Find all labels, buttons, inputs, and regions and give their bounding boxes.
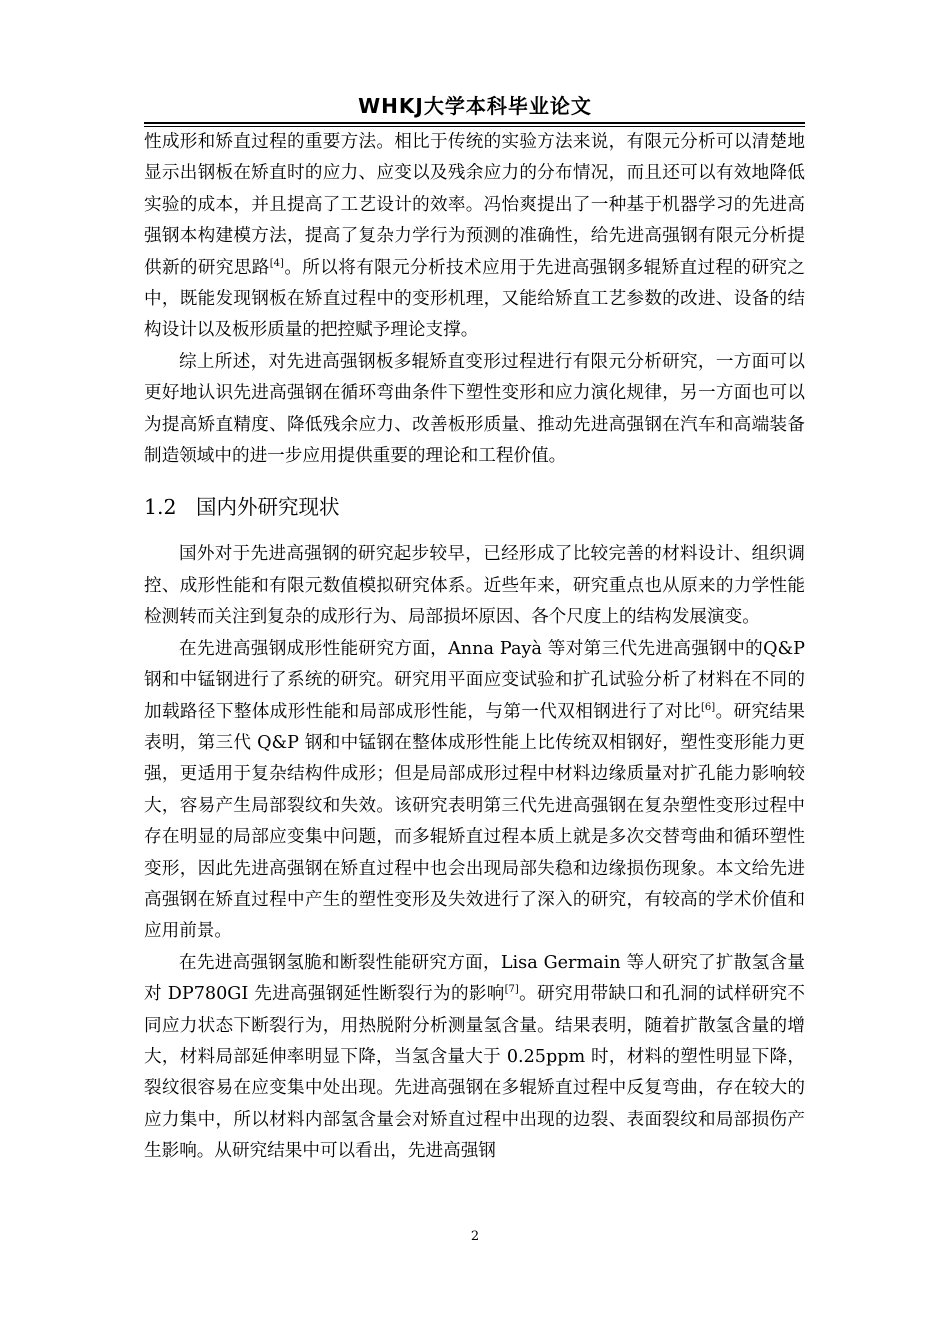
section-number: 1.2 [144, 495, 177, 520]
section-heading [144, 491, 805, 523]
paragraph-text: 性成形和矫直过程的重要方法。相比于传统的实验方法来说，有限元分析可以清楚地显示出钢板在矫直时的应力、应变以及残余应力的分布情况，而且还可以有效地降低实验的成本，并且提高了工艺设计的效率。冯怡爽提出了一种基于机器学习的先进高强钢本构建模方法，提高了复杂力学行为预测的准确性，给先进高强钢有限元分析提供新的研究思路 [144, 132, 805, 278]
page-body [144, 127, 805, 1168]
paragraph-formability [144, 634, 805, 948]
paragraph-summary: 综上所述，对先进高强钢板多辊矫直变形过程进行有限元分析研究，一方面可以更好地认识先进高强钢在循环弯曲条件下塑性变形和应力演化规律，另一方面也可以为提高矫直精度、降低残余应力、改善板形质量、推动先进高强钢在汽车和高端装备制造领域中的进一步应用提供重要的理论和工程价值。 [144, 351, 805, 467]
running-header: WHKJ大学本科毕业论文 [358, 94, 592, 118]
paragraph-text: 在先进高强钢成形性能研究方面，Anna Payà 等对第三代先进高强钢中的Q&P 钢和中锰钢进行了系统的研究。研究用平面应变试验和扩孔试验分析了材料在不同的加载路径下整体成形性能和局部成形性能，与第一代双相钢进行了对比 [144, 638, 805, 722]
section-title: 国内外研究现状 [196, 495, 340, 520]
page-number: 2 [470, 1229, 480, 1244]
paragraph-text-tail: 。所以将有限元分析技术应用于先进高强钢多辊矫直过程的研究之中，既能发现钢板在矫直过程中的变形机理，又能给矫直工艺参数的改进、设备的结构设计以及板形质量的把控赋予理论支撑。 [144, 257, 805, 341]
paragraph-text: 在先进高强钢氢脆和断裂性能研究方面，Lisa Germain 等人研究了扩散氢含量对 DP780GI 先进高强钢延性断裂行为的影响 [144, 952, 805, 1005]
paragraph-foreign-research: 国外对于先进高强钢的研究起步较早，已经形成了比较完善的材料设计、组织调控、成形性能和有限元数值模拟研究体系。近些年来，研究重点也从原来的力学性能检测转而关注到复杂的成形行为、局部损坏原因、各个尺度上的结构发展演变。 [144, 544, 805, 628]
paragraph-hydrogen-embrittlement [144, 948, 805, 1168]
citation-6: [6] [700, 701, 716, 713]
paragraph-text-tail: 。研究用带缺口和孔洞的试样研究不同应力状态下断裂行为，用热脱附分析测量氢含量。结果表明，随着扩散氢含量的增大，材料局部延伸率明显下降，当氢含量大于 0.25ppm 时，材料的塑性明显下降，裂纹很容易在应变集中处出现。先进高强钢在多辊矫直过程中反复弯曲，存在较大的应力集中，所以材料内部氢含量会对矫直过程中出现的边裂、表面裂纹和局部损伤产生影响。从研究结果中可以看出，先进高强钢 [144, 984, 805, 1162]
paragraph-text-tail: 。研究结果表明，第三代 Q&P 钢和中锰钢在整体成形性能上比传统双相钢好，塑性变形能力更强，更适用于复杂结构件成形；但是局部成形过程中材料边缘质量对扩孔能力影响较大，容易产生局部裂纹和失效。该研究表明第三代先进高强钢在复杂塑性变形过程中存在明显的局部应变集中问题，而多辊矫直过程本质上就是多次交替弯曲和循环塑性变形，因此先进高强钢在矫直过程中也会出现局部失稳和边缘损伤现象。本文给先进高强钢在矫直过程中产生的塑性变形及失效进行了深入的研究，有较高的学术价值和应用前景。 [144, 701, 805, 942]
citation-4: [4] [269, 257, 284, 269]
header-rule-thick [144, 122, 805, 124]
paragraph-fem-methods [144, 127, 805, 347]
citation-7: [7] [504, 984, 519, 996]
